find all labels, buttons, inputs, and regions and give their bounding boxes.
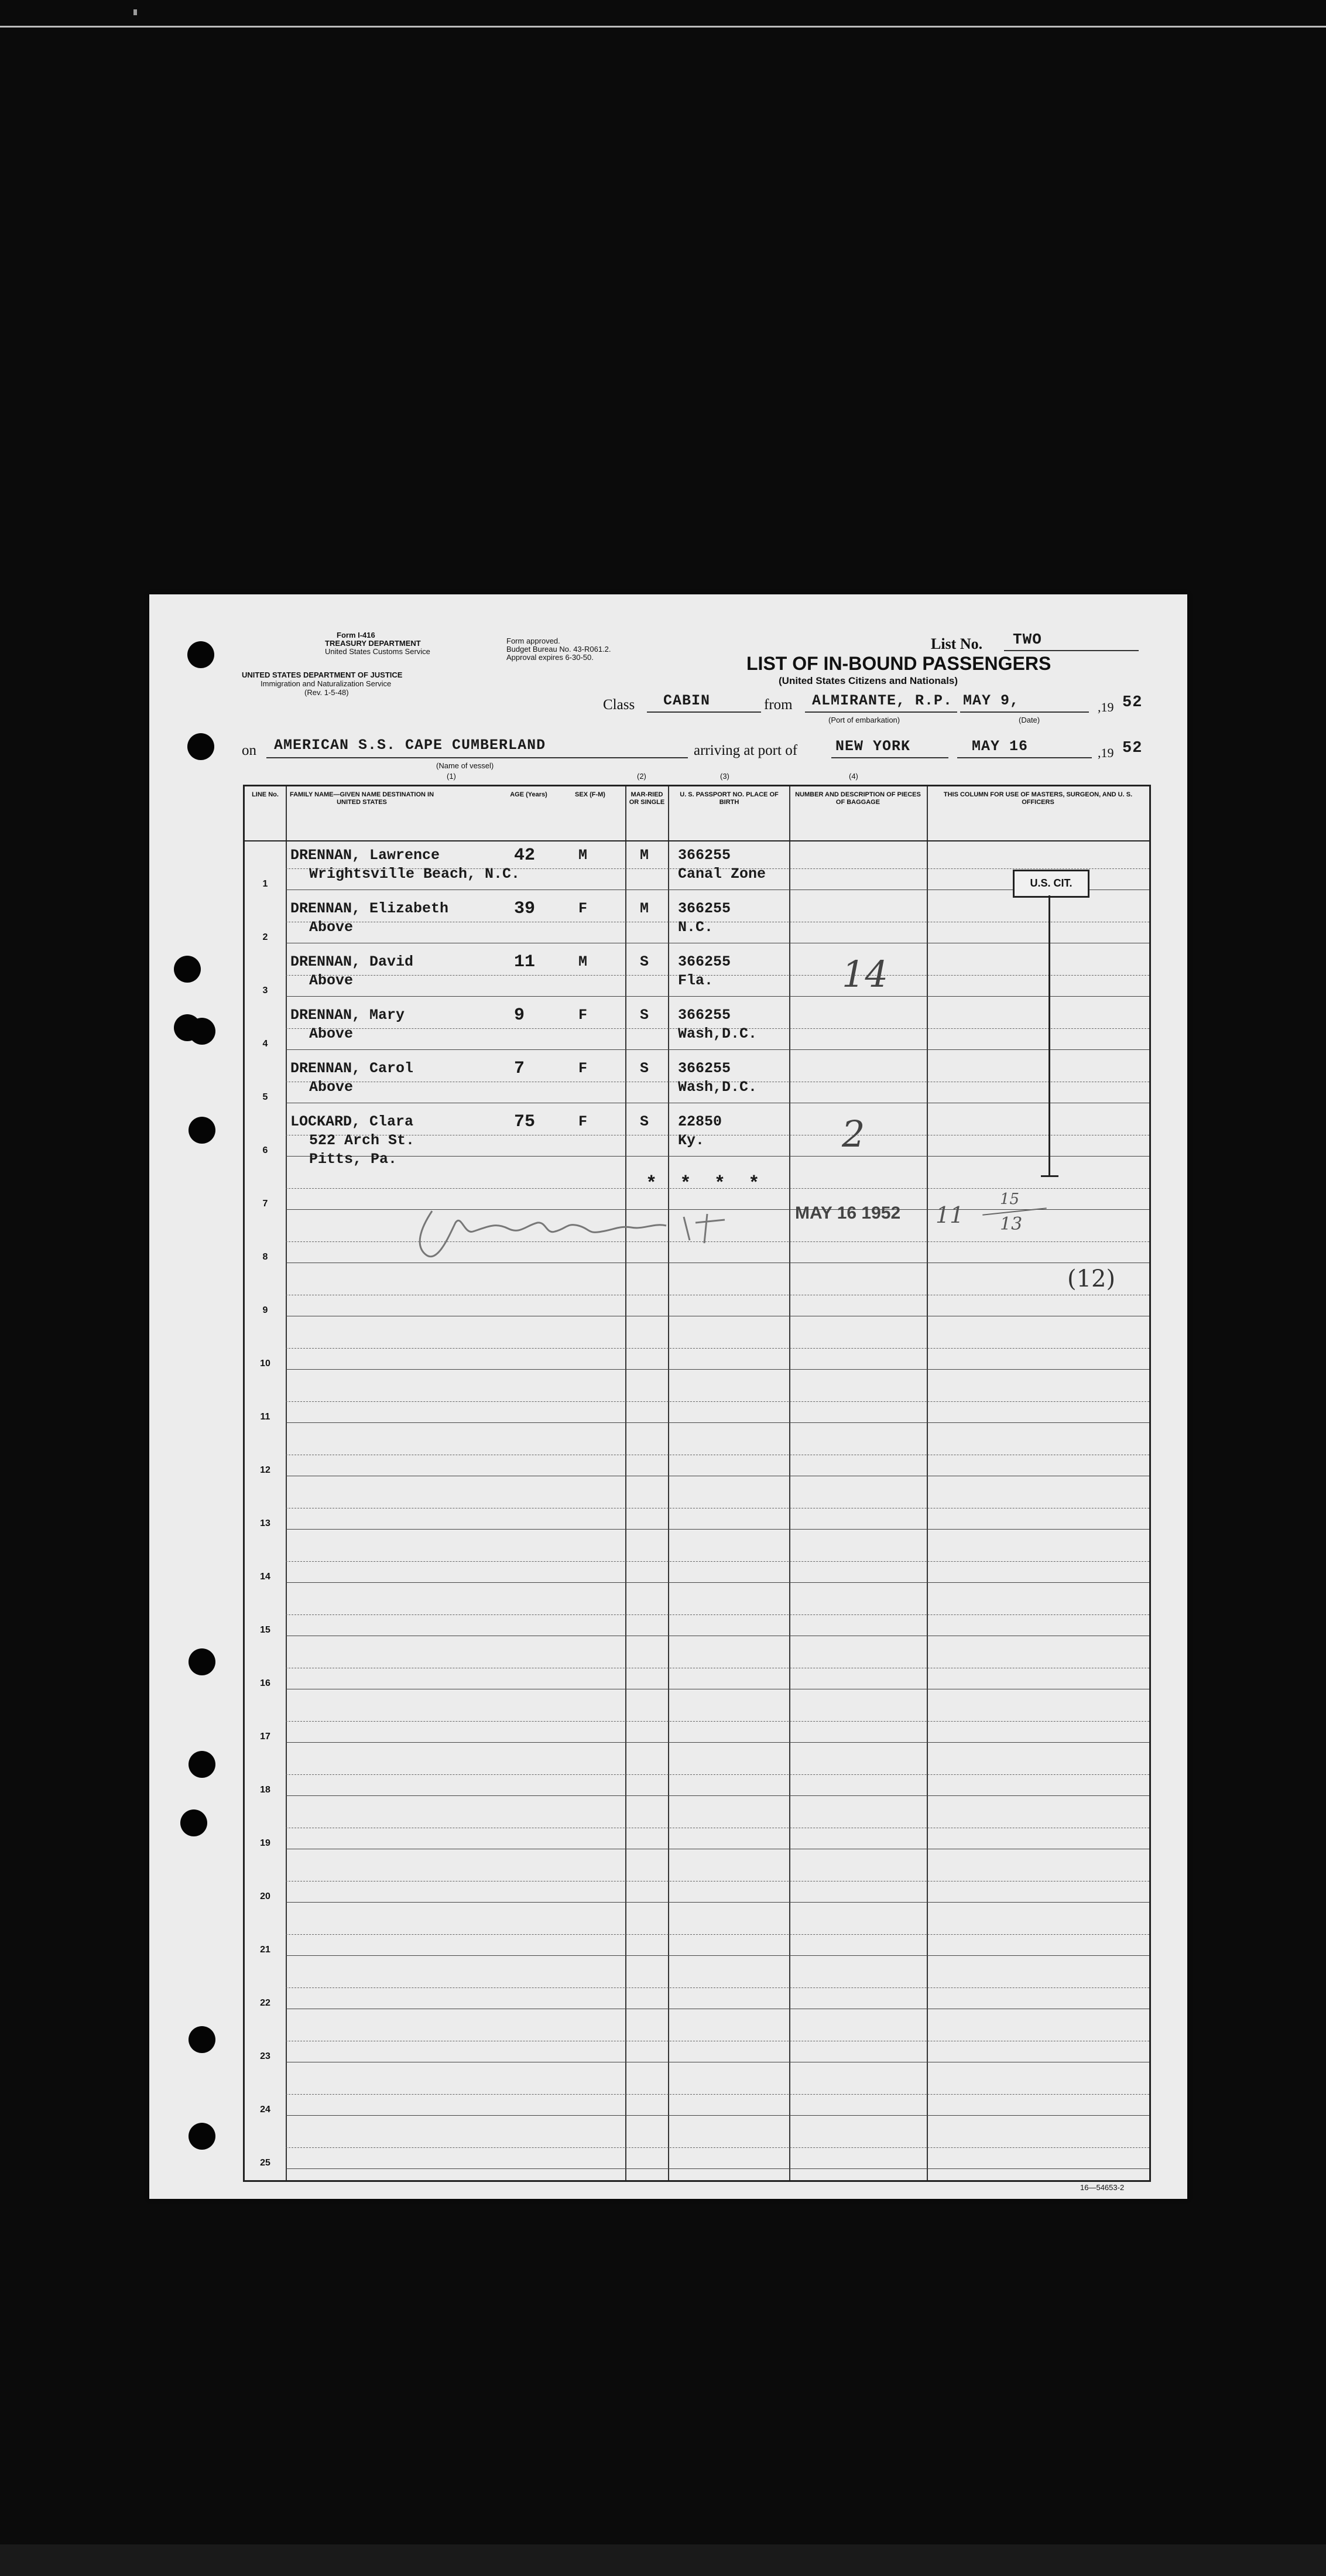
row-dash-line	[286, 1987, 1149, 1988]
line-number: 25	[260, 2158, 270, 2168]
passenger-age: 75	[514, 1112, 536, 1132]
row-line	[286, 2115, 1149, 2116]
form-approved: Form approved.	[506, 637, 560, 645]
passenger-ms: M	[640, 847, 649, 864]
passenger-sex: F	[578, 1060, 588, 1077]
line-number: 15	[260, 1625, 270, 1635]
passenger-dest: Above	[309, 1079, 354, 1096]
passenger-table	[243, 785, 1151, 2182]
vessel-name: AMERICAN S.S. CAPE CUMBERLAND	[274, 737, 546, 754]
passenger-dest: Wrightsville Beach, N.C.	[309, 865, 520, 882]
row-line	[286, 996, 1149, 997]
passenger-ms: S	[640, 1060, 649, 1077]
class-value: CABIN	[663, 692, 711, 709]
passenger-name: DRENNAN, Mary	[290, 1007, 405, 1024]
department-name: TREASURY DEPARTMENT	[325, 639, 421, 648]
passenger-dest: Above	[309, 972, 354, 989]
binder-hole	[189, 1117, 215, 1144]
binder-hole	[187, 641, 214, 668]
passenger-birth: Wash,D.C.	[678, 1079, 758, 1096]
passenger-birth: Canal Zone	[678, 865, 766, 882]
passenger-sex: M	[578, 953, 588, 970]
line-number: 13	[260, 1518, 270, 1528]
passenger-dest: Above	[309, 919, 354, 936]
arrival-port: NEW YORK	[835, 738, 911, 755]
citizen-bracket-line	[1049, 895, 1050, 1175]
line-number: 5	[262, 1092, 268, 1102]
row-line	[286, 1582, 1149, 1583]
embark-year: 52	[1122, 694, 1143, 711]
passenger-dest: 522 Arch St.	[309, 1132, 415, 1149]
ins-service: Immigration and Naturalization Service	[261, 679, 392, 688]
scan-edge-line	[0, 26, 1326, 28]
row-line	[286, 2168, 1149, 2169]
justice-department: UNITED STATES DEPARTMENT OF JUSTICE	[242, 670, 403, 679]
line-number: 8	[262, 1252, 268, 1262]
line-number: 11	[260, 1412, 270, 1422]
col-header-name: FAMILY NAME—GIVEN NAME DESTINATION IN UNITED STATES	[289, 791, 434, 806]
col-header-line: LINE No.	[252, 791, 279, 798]
passenger-sex: F	[578, 1113, 588, 1130]
line-number: 6	[262, 1145, 268, 1155]
col-header-sex: SEX (F-M)	[575, 791, 605, 798]
line-number: 19	[260, 1838, 270, 1848]
line-number: 12	[260, 1465, 270, 1475]
scan-mark	[133, 9, 137, 15]
form-title: LIST OF IN-BOUND PASSENGERS	[746, 653, 1051, 674]
row-dash-line	[286, 2094, 1149, 2095]
arriving-label: arriving at port of	[694, 743, 798, 758]
approval-expires: Approval expires 6-30-50.	[506, 653, 594, 662]
binder-hole	[189, 1648, 215, 1675]
row-dash-line	[286, 1348, 1149, 1349]
passenger-birth: Fla.	[678, 972, 714, 989]
line-number: 24	[260, 2105, 270, 2115]
row-line	[286, 1955, 1149, 1956]
row-line	[286, 1156, 1149, 1157]
scan-bottom-band	[0, 2544, 1326, 2576]
passenger-name: DRENNAN, David	[290, 953, 414, 970]
row-dash-line	[286, 1934, 1149, 1935]
circled-note: (12)	[1067, 1265, 1116, 1292]
form-number: Form I-416	[337, 631, 375, 639]
col-header-baggage: NUMBER AND DESCRIPTION OF PIECES OF BAGGAGE	[795, 791, 921, 806]
line-number: 7	[262, 1199, 268, 1209]
row-dash-line	[286, 975, 1149, 976]
passenger-ms: M	[640, 900, 649, 917]
manifest-page	[149, 594, 1187, 2199]
row-line	[286, 1742, 1149, 1743]
passenger-passport: 22850	[678, 1113, 722, 1130]
on-label: on	[242, 743, 256, 758]
customs-service: United States Customs Service	[325, 647, 430, 656]
row-dash-line	[286, 1401, 1149, 1402]
binder-hole	[174, 956, 201, 983]
row-dash-line	[286, 2147, 1149, 2148]
year-prefix-2: ,19	[1098, 745, 1114, 760]
line-number: 1	[262, 879, 268, 889]
form-footer-code: 16—54653-2	[1080, 2183, 1125, 2192]
row-line	[286, 1422, 1149, 1423]
fraction-top: 15	[1000, 1190, 1020, 1208]
passenger-age: 11	[514, 952, 536, 972]
column-number: (1)	[447, 772, 456, 781]
us-citizen-stamp: U.S. CIT.	[1013, 870, 1089, 898]
binder-hole	[189, 2026, 215, 2053]
year-prefix: ,19	[1098, 700, 1114, 714]
col-header-passport: U. S. PASSPORT NO. PLACE OF BIRTH	[680, 791, 779, 806]
passenger-sex: F	[578, 900, 588, 917]
line-number: 9	[262, 1305, 268, 1315]
vessel-caption: (Name of vessel)	[436, 761, 494, 770]
passenger-age: 7	[514, 1059, 525, 1079]
row-dash-line	[286, 1774, 1149, 1775]
citizen-bracket-foot	[1041, 1175, 1058, 1177]
passenger-birth: Ky.	[678, 1132, 705, 1149]
passenger-age: 39	[514, 899, 536, 919]
fraction-left: 11	[936, 1202, 964, 1228]
column-number: (4)	[849, 772, 858, 781]
date-caption: (Date)	[1019, 716, 1040, 724]
form-subtitle: (United States Citizens and Nationals)	[779, 675, 958, 686]
passenger-age: 42	[514, 846, 536, 865]
end-of-list-marks: * * * *	[646, 1173, 766, 1195]
line-number: 23	[260, 2051, 270, 2061]
binder-hole	[187, 733, 214, 760]
row-line	[286, 1902, 1149, 1903]
row-line	[286, 1529, 1149, 1530]
line-number: 3	[262, 986, 268, 995]
passenger-name: DRENNAN, Lawrence	[290, 847, 440, 864]
line-number: 2	[262, 932, 268, 942]
passenger-name: DRENNAN, Carol	[290, 1060, 414, 1077]
line-number: 22	[260, 1998, 270, 2008]
col-header-age: AGE (Years)	[510, 791, 547, 798]
passenger-dest2: Pitts, Pa.	[309, 1151, 398, 1168]
column-number: (3)	[720, 772, 729, 781]
passenger-ms: S	[640, 1007, 649, 1024]
passenger-name: DRENNAN, Elizabeth	[290, 900, 449, 917]
line-number: 10	[260, 1359, 270, 1369]
row-line	[286, 1795, 1149, 1796]
line-number: 18	[260, 1785, 270, 1795]
arrival-stamp: MAY 16 1952	[795, 1203, 901, 1223]
passenger-ms: S	[640, 1113, 649, 1130]
class-label: Class	[603, 697, 635, 713]
line-number: 16	[260, 1678, 270, 1688]
passenger-baggage: 2	[842, 1113, 865, 1155]
embark-port: ALMIRANTE, R.P.	[812, 692, 953, 709]
port-embark-caption: (Port of embarkation)	[828, 716, 900, 724]
passenger-passport: 366255	[678, 900, 731, 917]
arrival-year: 52	[1122, 740, 1143, 757]
fraction-bottom: 13	[1000, 1214, 1023, 1234]
inspector-signature	[409, 1199, 772, 1264]
passenger-birth: N.C.	[678, 919, 714, 936]
passenger-ms: S	[640, 953, 649, 970]
embark-date: MAY 9,	[963, 692, 1020, 709]
row-line	[286, 1049, 1149, 1050]
passenger-sex: M	[578, 847, 588, 864]
passenger-age: 9	[514, 1005, 525, 1025]
line-number: 4	[262, 1039, 268, 1049]
row-dash-line	[286, 1721, 1149, 1722]
row-dash-line	[286, 1561, 1149, 1562]
passenger-passport: 366255	[678, 1060, 731, 1077]
col-header-married: MAR-RIED OR SINGLE	[629, 791, 665, 806]
passenger-name: LOCKARD, Clara	[290, 1113, 414, 1130]
form-revision: (Rev. 1-5-48)	[304, 688, 349, 697]
passenger-passport: 366255	[678, 953, 731, 970]
passenger-sex: F	[578, 1007, 588, 1024]
list-no-label: List No.	[931, 635, 983, 652]
col-header-officers: THIS COLUMN FOR USE OF MASTERS, SURGEON, AND U. S. OFFICERS	[943, 791, 1133, 806]
binder-hole	[189, 1751, 215, 1778]
passenger-passport: 366255	[678, 847, 731, 864]
line-number: 17	[260, 1732, 270, 1742]
line-number: 21	[260, 1945, 270, 1955]
list-no-value: TWO	[1013, 631, 1042, 648]
row-dash-line	[286, 1614, 1149, 1615]
passenger-baggage: 14	[842, 953, 888, 995]
line-number: 20	[260, 1891, 270, 1901]
from-label: from	[764, 697, 793, 713]
passenger-birth: Wash,D.C.	[678, 1025, 758, 1042]
arrival-date: MAY 16	[972, 738, 1029, 755]
binder-hole	[180, 1809, 207, 1836]
binder-hole	[189, 2123, 215, 2150]
budget-bureau: Budget Bureau No. 43-R061.2.	[506, 645, 611, 654]
row-line	[286, 1369, 1149, 1370]
binder-hole	[189, 1018, 215, 1045]
column-number: (2)	[637, 772, 646, 781]
passenger-dest: Above	[309, 1025, 354, 1042]
line-number: 14	[260, 1572, 270, 1582]
passenger-passport: 366255	[678, 1007, 731, 1024]
